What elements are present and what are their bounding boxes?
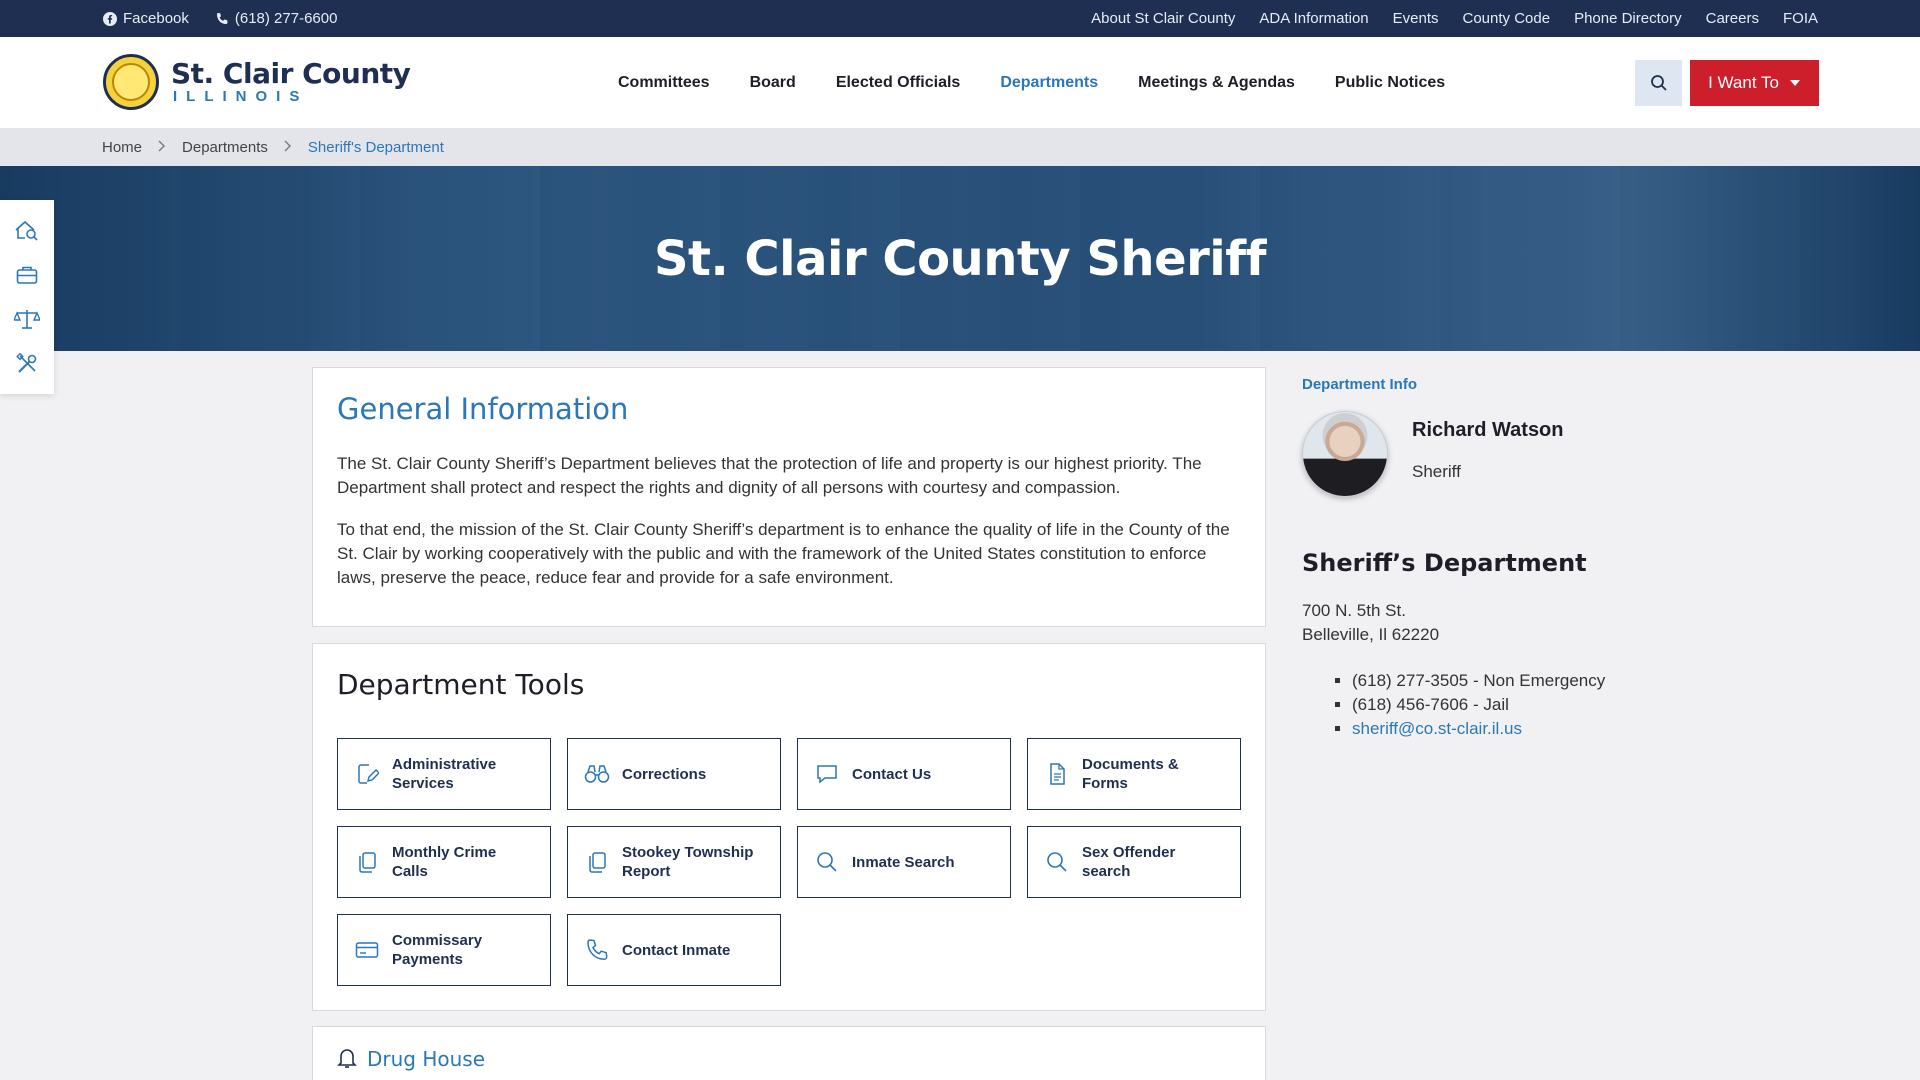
top-link-about[interactable]: About St Clair County xyxy=(1091,10,1236,27)
top-link-phone-directory[interactable]: Phone Directory xyxy=(1574,10,1682,27)
chat-icon xyxy=(814,761,840,787)
official-name: Richard Watson xyxy=(1412,419,1564,441)
official-details xyxy=(1412,411,1564,497)
tool-monthly-crime-calls[interactable] xyxy=(337,826,551,898)
rail-business[interactable] xyxy=(10,258,44,292)
hero-banner xyxy=(0,166,1920,351)
drug-house-card[interactable] xyxy=(312,1026,1266,1080)
logo-text xyxy=(171,59,410,105)
tool-stookey-township-report[interactable] xyxy=(567,826,781,898)
phone-icon xyxy=(584,937,610,963)
main-nav xyxy=(618,37,1445,128)
drug-house-label: Drug House xyxy=(367,1047,486,1071)
tool-label: Stookey Township Report xyxy=(622,844,754,880)
nav-committees[interactable]: Committees xyxy=(618,73,710,91)
tool-label: Sex Offender search xyxy=(1082,844,1176,880)
search-icon xyxy=(1044,849,1070,875)
tool-label: Monthly Crime Calls xyxy=(392,844,497,880)
county-seal-icon xyxy=(103,54,159,110)
tool-label: Documents & Forms xyxy=(1082,756,1179,792)
department-info-label: Department Info xyxy=(1302,376,1418,393)
chevron-right-icon xyxy=(158,140,166,155)
official-profile xyxy=(1302,411,1802,497)
briefcase-icon xyxy=(16,265,38,285)
nav-departments[interactable]: Departments xyxy=(1000,73,1099,91)
top-link-events[interactable]: Events xyxy=(1392,10,1439,27)
search-button[interactable] xyxy=(1635,60,1682,106)
credit-card-icon xyxy=(354,937,380,963)
tool-contact-inmate[interactable] xyxy=(567,914,781,986)
facebook-link[interactable] xyxy=(103,10,189,27)
logo-state: ILLINOIS xyxy=(173,88,309,105)
rail-services[interactable] xyxy=(10,347,44,381)
scales-icon xyxy=(14,308,40,330)
top-link-careers[interactable]: Careers xyxy=(1705,10,1759,27)
tool-label: Inmate Search xyxy=(852,853,955,871)
breadcrumb-departments[interactable]: Departments xyxy=(182,138,268,156)
top-bar xyxy=(0,0,1920,37)
address-line-1: 700 N. 5th St. xyxy=(1302,601,1406,620)
tool-contact-us[interactable] xyxy=(797,738,1011,810)
department-address xyxy=(1302,599,1802,647)
tool-label: Commissary Payments xyxy=(392,932,483,968)
document-icon xyxy=(1044,761,1070,787)
tool-documents-forms[interactable] xyxy=(1027,738,1241,810)
contact-list xyxy=(1352,669,1802,741)
i-want-to-label: I Want To xyxy=(1708,73,1779,92)
phone-icon xyxy=(215,12,229,26)
breadcrumb-home[interactable]: Home xyxy=(102,138,143,156)
tool-corrections[interactable] xyxy=(567,738,781,810)
i-want-to-button[interactable] xyxy=(1690,60,1819,106)
official-title: Sheriff xyxy=(1412,462,1461,481)
top-bar-left xyxy=(103,0,337,37)
tool-sex-offender-search[interactable] xyxy=(1027,826,1241,898)
nav-elected-officials[interactable]: Elected Officials xyxy=(835,73,961,91)
general-paragraph-1: The St. Clair County Sheriff’s Department believes that the protection of life and property is our highest priority. The Department shall protect and respect the rights and dignity of all persons with courtesy and compassion. xyxy=(337,454,1202,497)
tool-grid xyxy=(337,738,1241,986)
copy-icon xyxy=(584,849,610,875)
rail-courts[interactable] xyxy=(10,302,44,336)
facebook-icon xyxy=(103,12,117,26)
contact-phone-jail: ▪ (618) 456-7606 - Jail xyxy=(1352,693,1802,717)
bell-icon xyxy=(337,1047,357,1069)
tool-label: Corrections xyxy=(622,765,707,783)
contact-email-link[interactable]: sheriff@co.st-clair.il.us xyxy=(1352,719,1522,738)
copy-icon xyxy=(354,849,380,875)
pencil-doc-icon xyxy=(354,761,380,787)
caret-down-icon xyxy=(1789,79,1801,87)
contact-email-item xyxy=(1352,717,1802,741)
contact-phone-non-emergency: ▪ (618) 277-3505 - Non Emergency xyxy=(1352,669,1802,693)
house-search-icon xyxy=(14,219,40,241)
general-information-card xyxy=(312,367,1266,627)
tool-label: Administrative Services xyxy=(392,756,497,792)
breadcrumb-current: Sheriff's Department xyxy=(307,138,444,156)
department-tools-card xyxy=(312,643,1266,1011)
tool-label: Contact Us xyxy=(852,765,932,783)
phone-link[interactable] xyxy=(215,10,338,27)
site-logo[interactable] xyxy=(103,54,410,110)
tool-inmate-search[interactable] xyxy=(797,826,1011,898)
site-header xyxy=(0,37,1920,128)
tools-icon xyxy=(16,353,38,375)
avatar xyxy=(1302,411,1388,497)
page-title: St. Clair County Sheriff xyxy=(653,230,1267,287)
department-info xyxy=(1302,376,1802,741)
tool-commissary-payments[interactable] xyxy=(337,914,551,986)
top-link-foia[interactable]: FOIA xyxy=(1782,10,1818,27)
side-quick-links xyxy=(0,200,54,394)
department-tools-title: Department Tools xyxy=(337,668,585,701)
breadcrumb xyxy=(0,128,1920,166)
chevron-right-icon xyxy=(284,140,292,155)
search-icon xyxy=(1650,74,1668,92)
search-icon xyxy=(814,849,840,875)
top-link-county-code[interactable]: County Code xyxy=(1462,10,1551,27)
nav-meetings-agendas[interactable]: Meetings & Agendas xyxy=(1138,73,1295,91)
tool-label: Contact Inmate xyxy=(622,941,731,959)
nav-public-notices[interactable]: Public Notices xyxy=(1334,73,1446,91)
top-bar-links xyxy=(1091,0,1818,37)
top-link-ada[interactable]: ADA Information xyxy=(1259,10,1369,27)
logo-name: St. Clair County xyxy=(171,57,411,90)
phone-label: (618) 277-6600 xyxy=(234,10,338,27)
rail-property-search[interactable] xyxy=(10,213,44,247)
general-information-title: General Information xyxy=(337,392,629,426)
general-paragraph-2: To that end, the mission of the St. Clair County Sheriff’s department is to enhance the quality of life in the County of the St. Clair by working cooperatively with the public and with the framework of the United States constitution to enforce laws, preserve the peace, reduce fear and provide for a safe environment. xyxy=(337,520,1230,587)
facebook-label: Facebook xyxy=(123,10,189,27)
tool-administrative-services[interactable] xyxy=(337,738,551,810)
department-name: Sheriff’s Department xyxy=(1302,549,1587,577)
address-line-2: Belleville, Il 62220 xyxy=(1302,625,1440,644)
binoculars-icon xyxy=(584,761,610,787)
nav-board[interactable]: Board xyxy=(749,73,796,91)
